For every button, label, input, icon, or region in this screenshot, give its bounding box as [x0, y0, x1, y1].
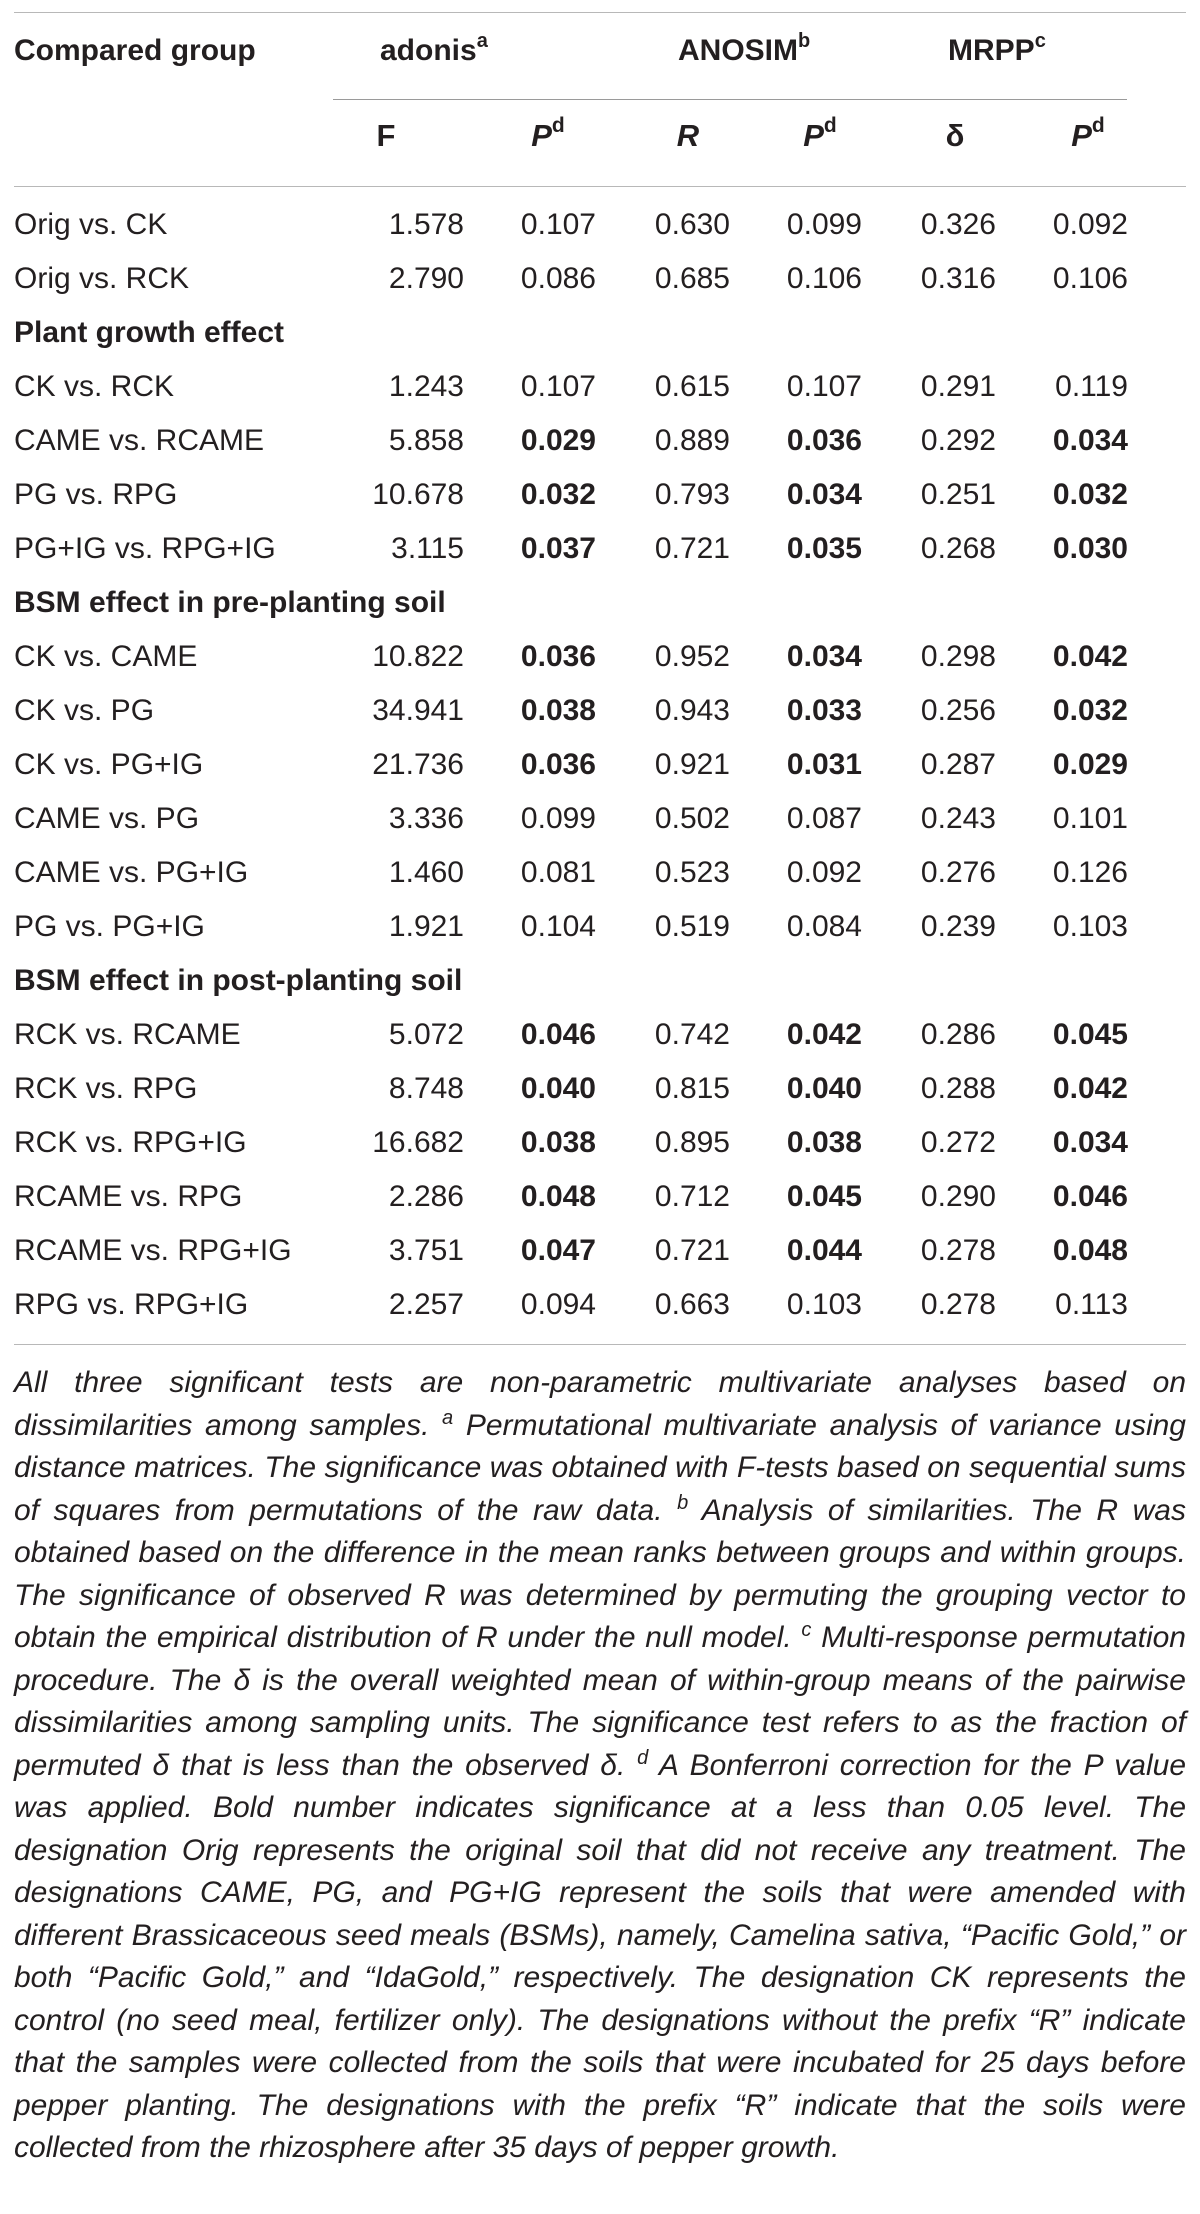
cell-adonis-f: 3.751: [388, 1234, 464, 1267]
cell-anosim-r: 0.523: [654, 856, 730, 889]
row-label: CK vs. CAME: [14, 640, 198, 673]
cell-anosim-p: 0.084: [786, 910, 862, 943]
header-adonis: [380, 30, 488, 68]
cell-anosim-p: 0.033: [786, 694, 862, 727]
table-row: [0, 360, 1200, 414]
cell-anosim-p: 0.106: [786, 262, 862, 295]
table-row: [0, 522, 1200, 576]
table-row: [0, 684, 1200, 738]
cell-mrpp-p: 0.045: [1052, 1018, 1128, 1051]
row-label: CAME vs. PG: [14, 802, 200, 835]
section-label: BSM effect in post-planting soil: [14, 964, 463, 997]
header-anosim: [678, 30, 811, 68]
header-compared-group: Compared group: [14, 34, 256, 67]
cell-mrpp-delta: 0.287: [920, 748, 996, 781]
cell-mrpp-delta: 0.292: [920, 424, 996, 457]
section-header-row: [0, 954, 1200, 1008]
footnote-intro: All three significant tests are non-parametric multivariate analyses based on dissimilarities among samples.: [14, 1366, 1186, 1442]
table-row: [0, 198, 1200, 252]
cell-adonis-p: 0.038: [520, 694, 596, 727]
cell-anosim-r: 0.793: [654, 478, 730, 511]
cell-anosim-p: 0.035: [786, 532, 862, 565]
row-label: CAME vs. RCAME: [14, 424, 265, 457]
cell-adonis-p: 0.107: [520, 208, 596, 241]
row-label: Orig vs. CK: [14, 208, 168, 241]
cell-mrpp-p: 0.032: [1052, 694, 1128, 727]
row-label: CAME vs. PG+IG: [14, 856, 249, 889]
cell-adonis-p: 0.038: [520, 1126, 596, 1159]
footnote-b-mark: b: [677, 1491, 689, 1514]
cell-adonis-f: 1.578: [388, 208, 464, 241]
subheader-adonis-P-label: P: [531, 118, 552, 153]
subheader-R: [658, 118, 718, 154]
row-label: RCAME vs. RPG: [14, 1180, 243, 1213]
cell-adonis-f: 34.941: [372, 694, 464, 727]
cell-adonis-f: 3.336: [388, 802, 464, 835]
cell-anosim-r: 0.502: [654, 802, 730, 835]
table-row: [0, 1278, 1200, 1332]
cell-anosim-r: 0.943: [654, 694, 730, 727]
row-label: Orig vs. RCK: [14, 262, 190, 295]
row-label: RCK vs. RPG+IG: [14, 1126, 247, 1159]
cell-mrpp-p: 0.034: [1052, 1126, 1128, 1159]
table-row: [0, 1116, 1200, 1170]
cell-adonis-p: 0.107: [520, 370, 596, 403]
row-label: RCAME vs. RPG+IG: [14, 1234, 292, 1267]
subheader-R-label: R: [676, 118, 700, 153]
footnote-a-text: Permutational multivariate analysis of variance using distance matrices. The significance was obtained with F-tests based on sequential sums of squares from permutations of the raw data.: [14, 1408, 1186, 1527]
cell-anosim-r: 0.921: [654, 748, 730, 781]
header-anosim-label: ANOSIM: [678, 34, 798, 67]
row-label: CK vs. PG+IG: [14, 748, 204, 781]
header-mrpp: [948, 30, 1046, 68]
cell-anosim-r: 0.721: [654, 1234, 730, 1267]
cell-mrpp-p: 0.126: [1052, 856, 1128, 889]
table-row: [0, 738, 1200, 792]
subheader-F-label: F: [376, 118, 396, 153]
table-row: [0, 1170, 1200, 1224]
header-adonis-label: adonis: [380, 34, 477, 67]
cell-mrpp-p: 0.032: [1052, 478, 1128, 511]
cell-anosim-r: 0.895: [654, 1126, 730, 1159]
subheader-adonis-P-sup: d: [551, 114, 565, 137]
cell-anosim-p: 0.107: [786, 370, 862, 403]
footnote-d-mark: d: [637, 1746, 649, 1769]
cell-adonis-f: 2.286: [388, 1180, 464, 1213]
cell-anosim-p: 0.034: [786, 478, 862, 511]
row-label: CK vs. PG: [14, 694, 155, 727]
section-header-row: [0, 576, 1200, 630]
header-anosim-sup: b: [798, 30, 811, 52]
section-label: Plant growth effect: [14, 316, 285, 349]
cell-adonis-f: 2.790: [388, 262, 464, 295]
cell-mrpp-p: 0.042: [1052, 640, 1128, 673]
cell-adonis-f: 5.858: [388, 424, 464, 457]
cell-anosim-p: 0.087: [786, 802, 862, 835]
cell-anosim-r: 0.721: [654, 532, 730, 565]
row-label: PG+IG vs. RPG+IG: [14, 532, 276, 565]
row-label: CK vs. RCK: [14, 370, 175, 403]
cell-mrpp-delta: 0.290: [920, 1180, 996, 1213]
table-row: [0, 792, 1200, 846]
cell-adonis-p: 0.047: [520, 1234, 596, 1267]
cell-anosim-r: 0.685: [654, 262, 730, 295]
cell-anosim-r: 0.815: [654, 1072, 730, 1105]
cell-adonis-p: 0.104: [520, 910, 596, 943]
cell-mrpp-delta: 0.243: [920, 802, 996, 835]
cell-adonis-p: 0.029: [520, 424, 596, 457]
footnote-c-mark: c: [801, 1619, 812, 1641]
cell-adonis-p: 0.040: [520, 1072, 596, 1105]
cell-anosim-p: 0.103: [786, 1288, 862, 1321]
cell-mrpp-delta: 0.239: [920, 910, 996, 943]
subheader-mrpp-P-label: P: [1071, 118, 1092, 153]
cell-adonis-f: 2.257: [388, 1288, 464, 1321]
table-row: [0, 1224, 1200, 1278]
row-label: RCK vs. RPG: [14, 1072, 198, 1105]
subheader-mrpp-P-sup: d: [1091, 114, 1105, 137]
cell-adonis-f: 21.736: [372, 748, 464, 781]
cell-mrpp-p: 0.103: [1052, 910, 1128, 943]
cell-adonis-p: 0.081: [520, 856, 596, 889]
cell-mrpp-delta: 0.278: [920, 1234, 996, 1267]
bottom-rule: [14, 1344, 1186, 1345]
cell-adonis-p: 0.032: [520, 478, 596, 511]
table-row: [0, 252, 1200, 306]
footnote-c-text: Multi-response permutation procedure. The δ is the overall weighted mean of within-group means of the pairwise dissimilarities among sampling units. The significance test refers to as the fraction of permuted δ that is less than the observed δ.: [14, 1621, 1186, 1782]
table-row: [0, 1008, 1200, 1062]
cell-mrpp-p: 0.042: [1052, 1072, 1128, 1105]
cell-adonis-p: 0.037: [520, 532, 596, 565]
cell-mrpp-delta: 0.278: [920, 1288, 996, 1321]
table-row: [0, 468, 1200, 522]
cell-mrpp-p: 0.101: [1052, 802, 1128, 835]
cell-anosim-r: 0.519: [654, 910, 730, 943]
footnote-b-text: Analysis of similarities. The R was obtained based on the difference in the mean ranks between groups and within groups. The significance of observed R was determined by permuting the grouping vector to obtain the empirical distribution of R under the null model.: [14, 1493, 1186, 1654]
cell-adonis-p: 0.036: [520, 640, 596, 673]
cell-anosim-p: 0.044: [786, 1234, 862, 1267]
cell-mrpp-p: 0.048: [1052, 1234, 1128, 1267]
cell-adonis-f: 1.243: [388, 370, 464, 403]
header-bottom-rule: [14, 186, 1186, 187]
cell-anosim-r: 0.889: [654, 424, 730, 457]
cell-mrpp-p: 0.046: [1052, 1180, 1128, 1213]
cell-mrpp-delta: 0.286: [920, 1018, 996, 1051]
row-label: RPG vs. RPG+IG: [14, 1288, 249, 1321]
cell-mrpp-delta: 0.276: [920, 856, 996, 889]
cell-mrpp-delta: 0.288: [920, 1072, 996, 1105]
cell-anosim-r: 0.952: [654, 640, 730, 673]
cell-adonis-p: 0.046: [520, 1018, 596, 1051]
cell-mrpp-p: 0.119: [1055, 370, 1128, 403]
cell-mrpp-p: 0.029: [1052, 748, 1128, 781]
cell-adonis-p: 0.086: [520, 262, 596, 295]
table-footnote: [14, 1362, 1186, 2170]
table-row: [0, 630, 1200, 684]
subheader-anosim-P-label: P: [803, 118, 824, 153]
header-mrpp-label: MRPP: [948, 34, 1035, 67]
cell-adonis-p: 0.036: [520, 748, 596, 781]
cell-adonis-p: 0.048: [520, 1180, 596, 1213]
top-rule: [14, 12, 1186, 13]
cell-anosim-p: 0.038: [786, 1126, 862, 1159]
cell-mrpp-delta: 0.272: [920, 1126, 996, 1159]
cell-mrpp-delta: 0.316: [920, 262, 996, 295]
table-row: [0, 1062, 1200, 1116]
cell-anosim-r: 0.615: [654, 370, 730, 403]
cell-adonis-p: 0.099: [520, 802, 596, 835]
subheader-mrpp-P: [1058, 114, 1118, 154]
subheader-adonis-P: [518, 114, 578, 154]
cell-mrpp-delta: 0.251: [920, 478, 996, 511]
cell-adonis-f: 10.678: [372, 478, 464, 511]
header-group-rule: [333, 99, 1127, 100]
header-adonis-sup: a: [476, 30, 488, 52]
cell-adonis-f: 5.072: [388, 1018, 464, 1051]
footnote-d-text: A Bonferroni correction for the P value was applied. Bold number indicates significance at a less than 0.05 level. The designation Orig represents the original soil that did not receive any treatment. The designations CAME, PG, and PG+IG represent the soils that were amended with different Brassicaceous seed meals (BSMs), namely, Camelina sativa, “Pacific Gold,” or both “Pacific Gold,” and “IdaGold,” respectively. The designation CK represents the control (no seed meal, fertilizer only). The designations without the prefix “R” indicate that the samples were collected from the soils that were incubated for 25 days before pepper planting. The designations with the prefix “R” indicate that the soils were collected from the rhizosphere after 35 days of pepper growth.: [14, 1748, 1186, 2164]
cell-adonis-f: 1.460: [388, 856, 464, 889]
cell-anosim-p: 0.040: [786, 1072, 862, 1105]
subheader-F: [356, 118, 416, 154]
cell-anosim-r: 0.663: [654, 1288, 730, 1321]
cell-adonis-f: 3.115: [391, 532, 464, 565]
cell-anosim-p: 0.031: [786, 748, 862, 781]
cell-anosim-p: 0.045: [786, 1180, 862, 1213]
cell-anosim-p: 0.092: [786, 856, 862, 889]
row-label: PG vs. PG+IG: [14, 910, 205, 943]
cell-mrpp-delta: 0.326: [920, 208, 996, 241]
table-row: [0, 414, 1200, 468]
cell-adonis-f: 8.748: [388, 1072, 464, 1105]
footnote-a-mark: a: [442, 1406, 454, 1429]
cell-mrpp-delta: 0.298: [920, 640, 996, 673]
cell-anosim-r: 0.742: [654, 1018, 730, 1051]
cell-mrpp-delta: 0.291: [920, 370, 996, 403]
cell-anosim-r: 0.712: [654, 1180, 730, 1213]
cell-anosim-p: 0.034: [786, 640, 862, 673]
cell-mrpp-p: 0.030: [1052, 532, 1128, 565]
subheader-anosim-P: [790, 114, 850, 154]
subheader-delta-label: δ: [945, 118, 965, 153]
cell-mrpp-p: 0.113: [1055, 1288, 1128, 1321]
cell-adonis-f: 16.682: [372, 1126, 464, 1159]
cell-adonis-f: 10.822: [372, 640, 464, 673]
subheader-anosim-P-sup: d: [823, 114, 837, 137]
cell-anosim-p: 0.099: [786, 208, 862, 241]
cell-mrpp-p: 0.092: [1052, 208, 1128, 241]
cell-anosim-r: 0.630: [654, 208, 730, 241]
table-row: [0, 846, 1200, 900]
cell-anosim-p: 0.042: [786, 1018, 862, 1051]
cell-mrpp-p: 0.106: [1052, 262, 1128, 295]
header-mrpp-sup: c: [1034, 30, 1046, 52]
cell-anosim-p: 0.036: [786, 424, 862, 457]
row-label: RCK vs. RCAME: [14, 1018, 241, 1051]
section-label: BSM effect in pre-planting soil: [14, 586, 446, 619]
table-row: [0, 900, 1200, 954]
cell-mrpp-delta: 0.268: [920, 532, 996, 565]
row-label: PG vs. RPG: [14, 478, 178, 511]
subheader-delta: [925, 118, 985, 154]
cell-adonis-p: 0.094: [520, 1288, 596, 1321]
cell-mrpp-p: 0.034: [1052, 424, 1128, 457]
cell-adonis-f: 1.921: [388, 910, 464, 943]
cell-mrpp-delta: 0.256: [920, 694, 996, 727]
section-header-row: [0, 306, 1200, 360]
